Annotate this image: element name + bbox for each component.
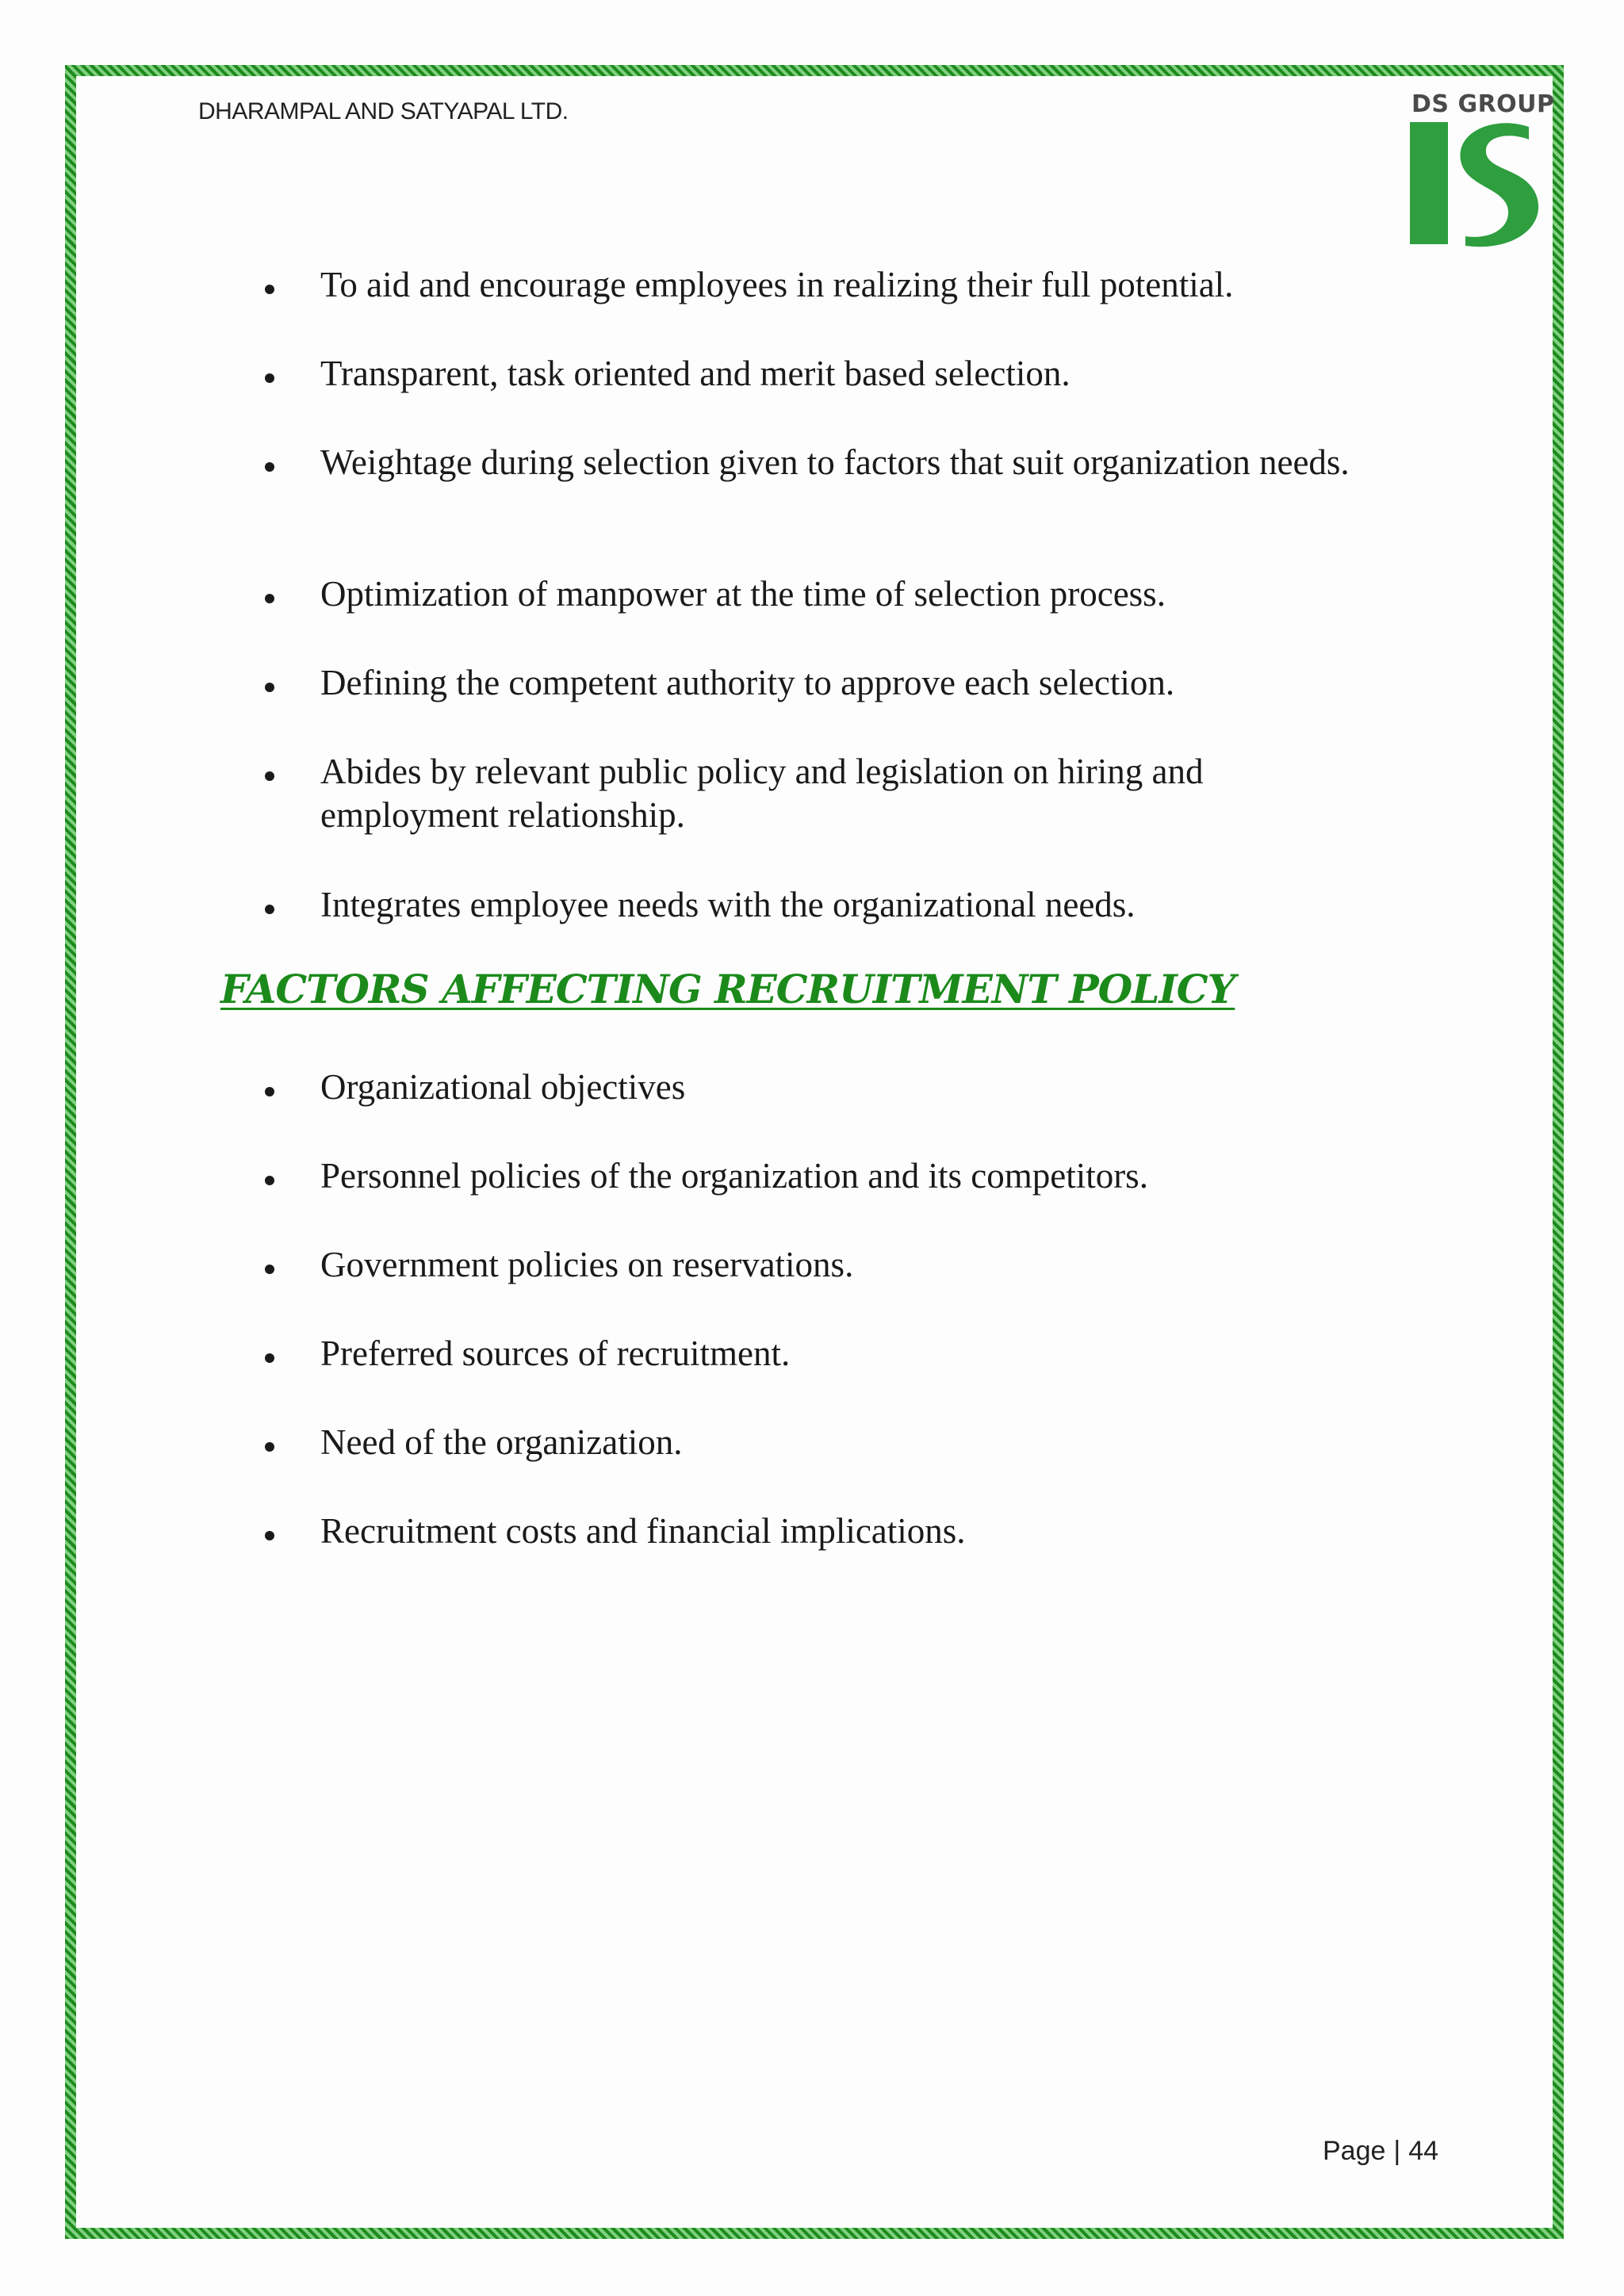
list-item: Weightage during selection given to factors that suit organization needs. [270,441,1380,484]
list-item: Preferred sources of recruitment. [270,1332,1380,1376]
page-footer [1323,2136,1438,2167]
section-heading: FACTORS AFFECTING RECRUITMENT POLICY [220,966,1235,1012]
company-name: DHARAMPAL AND SATYAPAL LTD. [198,98,569,124]
bullet-icon [265,1353,274,1363]
page-number: 44 [1408,2136,1439,2166]
bullet-icon [265,373,274,383]
bullet-icon [265,905,274,914]
list-item: Organizational objectives [270,1066,1380,1109]
list-item: Government policies on reservations. [270,1243,1380,1287]
list-item: Personnel policies of the organization and its competitors. [270,1154,1380,1198]
bullet-icon [265,285,274,294]
bullet-icon [265,683,274,692]
bullet-icon [265,1265,274,1274]
list-item: Need of the organization. [270,1421,1380,1464]
list-item: Abides by relevant public policy and legislation on hiring and employment relationship. [270,750,1380,837]
bullet-icon [265,462,274,472]
list-item: Optimization of manpower at the time of selection process. [270,572,1380,616]
list-item: Transparent, task oriented and merit based selection. [270,352,1380,396]
bullet-icon [265,1531,274,1540]
list-item: Integrates employee needs with the organizational needs. [270,883,1380,927]
page-label: Page [1323,2136,1386,2166]
logo-text: DS GROUP [1411,90,1555,118]
list-item: To aid and encourage employees in realizing their full potential. [270,263,1380,307]
list-item: Recruitment costs and financial implications. [270,1510,1380,1553]
bullet-icon [265,594,274,603]
bullet-icon [265,1176,274,1185]
page-separator: | [1393,2136,1401,2166]
ds-group-logo-icon [1410,121,1545,247]
bullet-icon [265,771,274,781]
bullet-icon [265,1442,274,1452]
list-item: Defining the competent authority to approve each selection. [270,661,1380,705]
bullet-icon [265,1087,274,1096]
